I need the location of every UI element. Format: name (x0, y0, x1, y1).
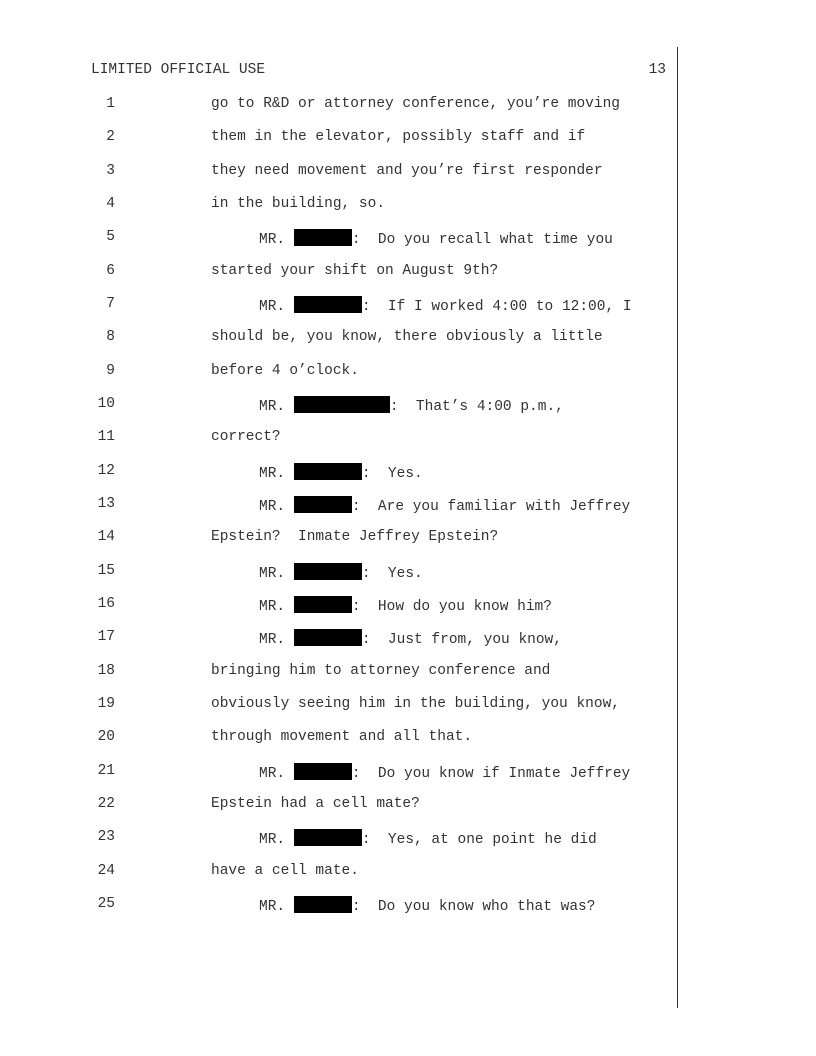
line-text: in the building, so. (211, 196, 386, 212)
transcript-line (0, 163, 816, 185)
speaker-line (259, 896, 595, 915)
speaker-prefix: MR. (259, 766, 286, 782)
line-text: correct? (211, 429, 281, 445)
line-number: 10 (97, 396, 115, 412)
line-number: 1 (106, 96, 115, 112)
line-text: they need movement and you’re first responder (211, 163, 603, 179)
speaker-prefix: MR. (259, 232, 286, 248)
speaker-line (259, 496, 630, 515)
speaker-line (259, 763, 630, 782)
redaction-box (294, 463, 362, 480)
speaker-prefix: MR. (259, 299, 286, 315)
line-number: 15 (97, 563, 115, 579)
transcript-line (0, 529, 816, 551)
redaction-box (294, 396, 390, 413)
line-number: 17 (97, 629, 115, 645)
line-text: : Just from, you know, (361, 632, 562, 648)
speaker-line (259, 463, 423, 482)
line-number: 25 (97, 896, 115, 912)
redaction-box (294, 629, 362, 646)
line-number: 3 (106, 163, 115, 179)
line-number: 6 (106, 263, 115, 279)
line-number: 21 (97, 763, 115, 779)
line-text: : Yes. (361, 566, 423, 582)
transcript-line (0, 96, 816, 118)
line-text: : Yes, at one point he did (361, 832, 597, 848)
transcript-line (0, 429, 816, 451)
speaker-prefix: MR. (259, 566, 286, 582)
line-number: 20 (97, 729, 115, 745)
line-text: before 4 o’clock. (211, 363, 359, 379)
transcript-line (0, 296, 816, 318)
line-text: : Do you recall what time you (351, 232, 613, 248)
line-number: 2 (106, 129, 115, 145)
transcript-line (0, 363, 816, 385)
transcript-line (0, 796, 816, 818)
line-number: 16 (97, 596, 115, 612)
transcript-line (0, 596, 816, 618)
speaker-prefix: MR. (259, 632, 286, 648)
transcript-line (0, 129, 816, 151)
line-number: 22 (97, 796, 115, 812)
speaker-line (259, 563, 423, 582)
speaker-prefix: MR. (259, 399, 286, 415)
transcript-line (0, 463, 816, 485)
speaker-line (259, 229, 613, 248)
transcript-line (0, 196, 816, 218)
transcript-line (0, 896, 816, 918)
line-number: 5 (106, 229, 115, 245)
line-text: : That’s 4:00 p.m., (389, 399, 564, 415)
line-text: : Yes. (361, 466, 423, 482)
line-text: Epstein? Inmate Jeffrey Epstein? (211, 529, 499, 545)
line-number: 18 (97, 663, 115, 679)
speaker-line (259, 296, 632, 315)
line-number: 8 (106, 329, 115, 345)
classification-header: LIMITED OFFICIAL USE (91, 62, 266, 78)
line-text: started your shift on August 9th? (211, 263, 499, 279)
transcript-line (0, 763, 816, 785)
line-number: 24 (97, 863, 115, 879)
line-text: : Are you familiar with Jeffrey (351, 499, 631, 515)
redaction-box (294, 496, 352, 513)
line-text: Epstein had a cell mate? (211, 796, 420, 812)
line-text: through movement and all that. (211, 729, 473, 745)
line-text: : If I worked 4:00 to 12:00, I (361, 299, 632, 315)
transcript-line (0, 263, 816, 285)
transcript-line (0, 663, 816, 685)
redaction-box (294, 229, 352, 246)
line-text: obviously seeing him in the building, you know, (211, 696, 620, 712)
speaker-prefix: MR. (259, 599, 286, 615)
redaction-box (294, 896, 352, 913)
line-number: 11 (97, 429, 115, 445)
redaction-box (294, 763, 352, 780)
transcript-line (0, 696, 816, 718)
speaker-prefix: MR. (259, 899, 286, 915)
speaker-line (259, 629, 562, 648)
redaction-box (294, 829, 362, 846)
transcript-line (0, 863, 816, 885)
speaker-line (259, 829, 597, 848)
transcript-line (0, 229, 816, 251)
line-text: : How do you know him? (351, 599, 552, 615)
line-text: bringing him to attorney conference and (211, 663, 551, 679)
speaker-prefix: MR. (259, 466, 286, 482)
transcript-line (0, 829, 816, 851)
line-text: should be, you know, there obviously a little (211, 329, 603, 345)
line-text: go to R&D or attorney conference, you’re moving (211, 96, 620, 112)
redaction-box (294, 296, 362, 313)
transcript-line (0, 396, 816, 418)
redaction-box (294, 563, 362, 580)
transcript-line (0, 629, 816, 651)
line-text: : Do you know if Inmate Jeffrey (351, 766, 631, 782)
transcript-line (0, 563, 816, 585)
transcript-line (0, 329, 816, 351)
line-number: 14 (97, 529, 115, 545)
speaker-prefix: MR. (259, 499, 286, 515)
line-number: 19 (97, 696, 115, 712)
transcript-line (0, 729, 816, 751)
line-text: : Do you know who that was? (351, 899, 596, 915)
line-number: 7 (106, 296, 115, 312)
transcript-line (0, 496, 816, 518)
line-number: 13 (97, 496, 115, 512)
line-text: have a cell mate. (211, 863, 359, 879)
speaker-prefix: MR. (259, 832, 286, 848)
redaction-box (294, 596, 352, 613)
line-number: 4 (106, 196, 115, 212)
line-number: 23 (97, 829, 115, 845)
line-text: them in the elevator, possibly staff and if (211, 129, 586, 145)
speaker-line (259, 596, 552, 615)
line-number: 12 (97, 463, 115, 479)
line-number: 9 (106, 363, 115, 379)
speaker-line (259, 396, 564, 415)
page-number: 13 (648, 62, 666, 78)
